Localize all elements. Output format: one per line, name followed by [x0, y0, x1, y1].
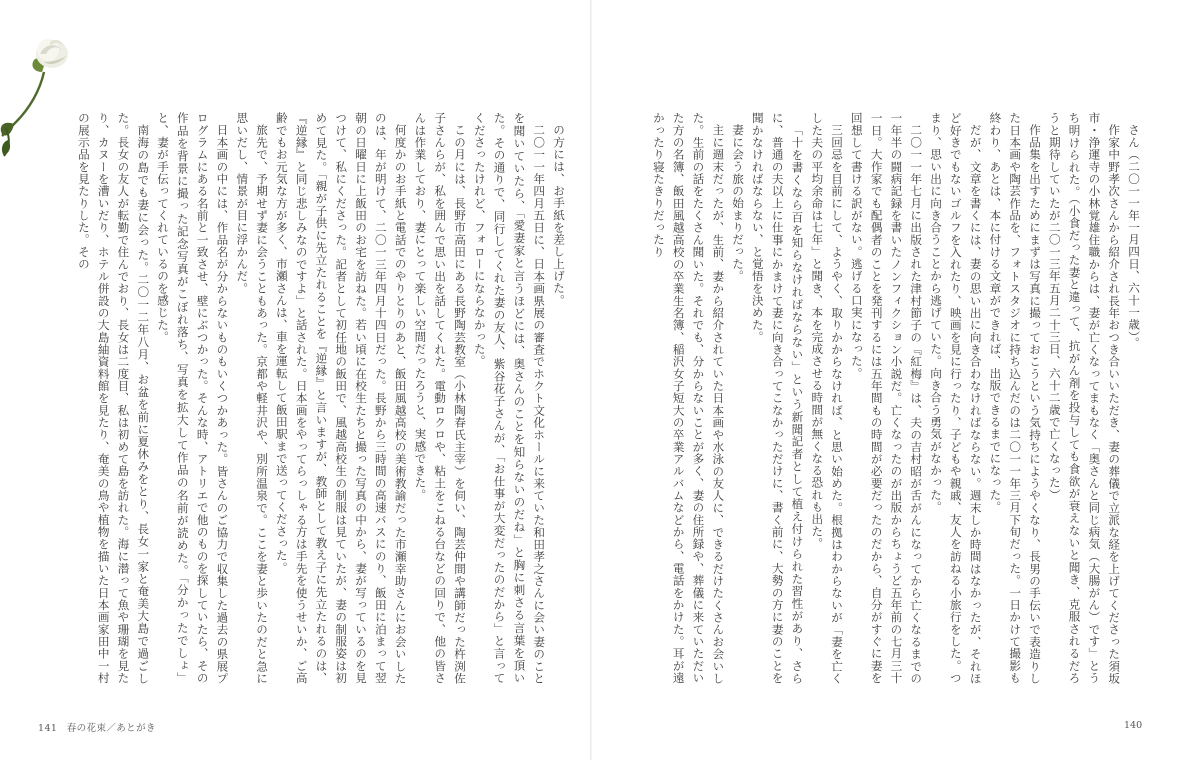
- paragraph: 南海の島でも妻に会った。二〇一二年八月、お盆を前に夏休みをとり、長女一家と奄美大島で過ごした。長女の友人が転勤で住んでおり、長女は二度目、私は初めて島を訪れた。海に潜って魚や珊瑚を見たり、カヌーを漕いだり、ホテル併設の大島紬資料館を見たり、奄美の鳥や植物を描いた日本画家田中一村の展示品を見たりした。その: [76, 112, 151, 684]
- paragraph: この月には、長野市高田にある長野陶芸教室（小林陶春氏主宰）を伺い、陶芸仲間や講師だった杵渕佐子さんらが、私を囲んで思い出を話してくれた。電動ロクロや、粘土をこねる台などの回りで、他の皆さんは作業しており、妻にとって楽しい空間だったろうと、実感できた。: [413, 112, 468, 684]
- paragraph: 日本画の中には、作品名が分からないものもいくつかあった。皆さんのご協力で収集した過去の県展プログラムにある名前と一致させ、壁にぶつかった。そんな時、アトリエで他のものを探していたら、その作品を背景に撮った記念写真がこぼれ落ち、写真を拡大して作品の名前が読めた。「分かったでしょ」と、妻が手伝ってくれているのを感じた。: [156, 112, 230, 684]
- paragraph: 「十を書くなら百を知らなければならない」という新聞記者として植え付けられた習性があり、さらに、普通の夫以上に仕事にかまけて妻に向き合ってこなかっただけに、書く前に、大勢の方に妻のことを聞かなければならない、と覚悟を決めた。: [750, 112, 805, 684]
- right-page-body-text: [619, 112, 1143, 684]
- paragraph: さん（二〇一一年一月四日、六十一歳）。: [1127, 123, 1141, 349]
- running-head: 春の花束／あとがき: [66, 723, 156, 734]
- paragraph: 作品集を出すためにまずは写真に撮っておこうという気持ちにようやくなり、長男の手伝いで表造りした日本画や陶芸作品を、フォトスタジオに持ち込んだのは二〇一一年三月下旬だった。一日かけて撮影も終わり、あとは、本に付ける文章ができれば、出版できるまでになった。: [988, 112, 1043, 684]
- right-page-number: 140: [1124, 720, 1143, 731]
- paragraph: 二〇一一年七月に出版された津村節子の『紅梅』は、夫の吉村昭が舌がんになってから亡くなるまでの一年半の闘病記録を書いたノンフィクション小説だ。亡くなったのが出版からちょうど五年前の七月三十一日。大作家でも配偶者のことを発刊するには五年間もの時間が必要だったのだから、自分がすぐに妻を回想して書ける訳がない。逃げる口実になった。: [849, 112, 924, 684]
- left-page-number: 141: [38, 723, 58, 734]
- paragraph: 何度かのお手紙と電話でのやりとりのあと、飯田風越高校の美術教諭だった市瀬幸助さんにお会いしたのは、年が明けて、二〇一三年四月十四日だった。長野から三時間の高速バスにのり、飯田に泊まって翌朝の日曜日に上飯田のお宅を訪ねた。若い頃に在校生たちと撮った写真の中から、妻が写っているのを見つけて、私にくださった。記者として初任地の飯田で、風越高校生の制服は見ていたが、妻の制服姿は初めて見た。「親が子供に先立たれることを『逆縁』と言いますが、教師として教え子に先立たれるのは、『逆縁』と同じ悲しみなのですよ」と話された。日本画をやってらっしゃる方は手先を使うせいか、ご高齢でもお元気な方が多く、市瀬さんは、車を運転して飯田駅まで送ってくださった。: [274, 112, 408, 684]
- right-page: [592, 0, 1182, 760]
- left-page-body-text: [44, 112, 568, 684]
- left-page-footer: [38, 720, 156, 734]
- paragraph: 二〇一一年四月五日に、日本画県展の審査でホクト文化ホールに来ていた和田孝之さんに会い妻のことを聞いていたら、「愛妻家と言うほどには、奥さんのことを知らないのだね」と胸に刺さる言葉を頂いた。その通りで、同行してくれた妻の友人、紫谷花子さんが、「お仕事が大変だったのだから」と言ってくださったけれど、フォローにならなかった。: [472, 112, 547, 684]
- paragraph: 三回忌を目前にして、ようやく、取りかからなければ、と思い始めた。根拠はわからないが「妻を亡くした夫の平均余命は七年」と聞き、本を完成させる時間が無くなる恐れも出た。: [810, 112, 845, 684]
- paragraph: 妻に会う旅の始まりだった。: [731, 123, 746, 282]
- paragraph: 主に週末だったが、生前、妻から紹介されていた日本画や水泳の友人に、できるだけたくさんお会いした。生前の話をたくさん聞いた。それでも、分からないことが多く、妻の住所録や、葬儀に来ていただいた方の名簿、飯田風越高校の卒業生名簿、稲沢女子短大の卒業アルバムなどから、電話をかけた。耳が遠かったり寝たきりだったり: [651, 112, 726, 684]
- paragraph: 作家中野孝次さんから紹介され長年おつき合いいただき、妻の葬儀で立派な経を上げてくださった須坂市・浄運寺の小林覚雄住職からは、妻が亡くなってまもなく「奥さんと同じ病気（大腸がん）です」とうち明けられた。（小食だった妻と違って、抗がん剤を投与しても食欲が衰えないと聞き、克服されるだろうと期待していたが二〇一三年五月二十三日、六十二歳で亡くなった）: [1047, 112, 1122, 684]
- left-page: [0, 0, 590, 760]
- paragraph: の方には、お手紙を差し上げた。: [552, 123, 566, 306]
- paragraph: だが、文章を書くには、妻の思い出に向き合わなければならない。週末しか時間はなかったが、それほど好きでもないゴルフを入れたり、映画を見に行ったり、子どもや親戚、友人を訪ねる小旅行をした。つまり、思い出に向き合うことから逃げていた。向き合う勇気がなかった。: [929, 112, 983, 684]
- paragraph: 旅先で、予期せず妻に会うこともあった。京都や軽井沢や、別所温泉で。ここを妻と歩いたのだと急に思いだし、情景が目に浮かんだ。: [235, 112, 270, 684]
